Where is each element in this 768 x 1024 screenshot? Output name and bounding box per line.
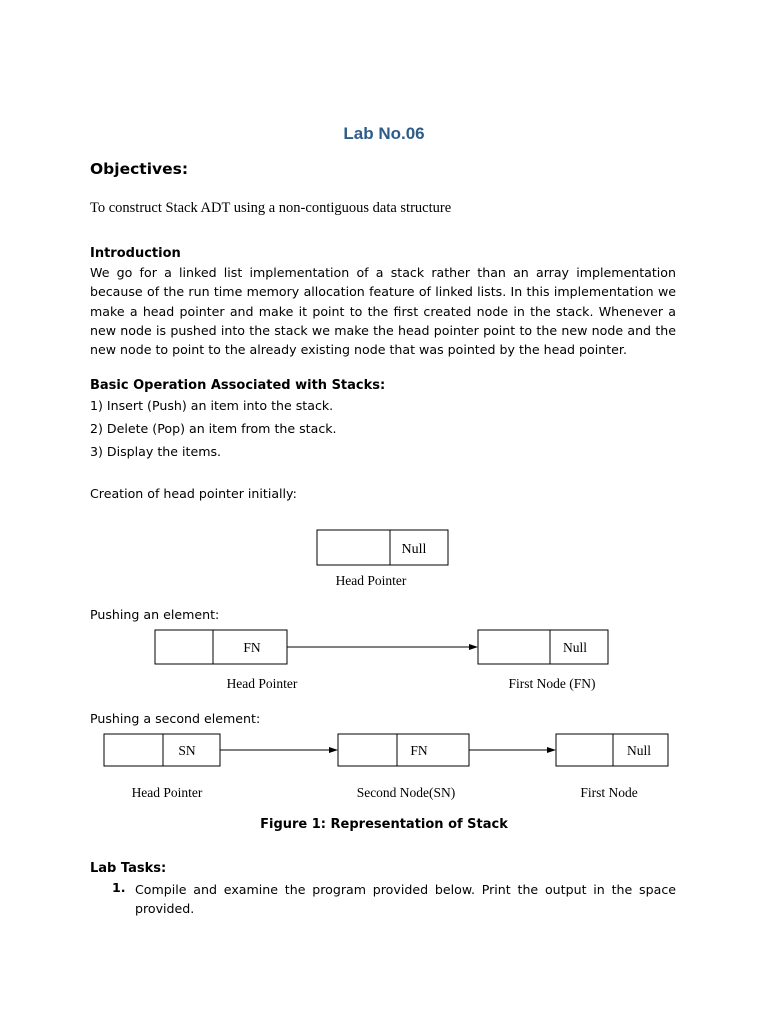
head-pointer-node [104, 734, 220, 766]
first-node-label: First Node [580, 785, 638, 800]
objectives-text: To construct Stack ADT using a non-contiguous data structure [90, 200, 452, 216]
second-node-label: Second Node(SN) [356, 785, 456, 800]
operation-item: 1) Insert (Push) an item into the stack. [90, 398, 334, 413]
basic-operations-heading: Basic Operation Associated with Stacks: [90, 378, 386, 393]
creation-label: Creation of head pointer initially: [90, 486, 297, 501]
first-node-box [556, 734, 668, 766]
objectives-heading: Objectives: [90, 160, 189, 178]
introduction-paragraph: We go for a linked list implementation of a stack rather than an array implementation because of the run time memory allocation feature of linked lists. In this implementation we make a head pointer and make it point to the first created node in the stack. Whenever a new node is pushed into the stack we make the head pointer point to the new node and the new node to point to the already existing node that was pointed by the head pointer. [90, 265, 676, 358]
head-pointer-label: Head Pointer [335, 573, 407, 588]
introduction-heading: Introduction [90, 246, 181, 261]
first-node-fn-label: First Node (FN) [508, 676, 596, 691]
head-pointer-initial-node [317, 530, 448, 565]
pushing-second-label: Pushing a second element: [90, 711, 261, 726]
operation-item: 3) Display the items. [90, 444, 222, 459]
fn-label: FN [243, 640, 261, 655]
first-node-box [478, 630, 608, 664]
null-label: Null [626, 743, 652, 758]
pushing-label: Pushing an element: [90, 607, 220, 622]
head-pointer-label: Head Pointer [131, 785, 203, 800]
figure-caption: Figure 1: Representation of Stack [260, 817, 508, 832]
head-pointer-label: Head Pointer [226, 676, 298, 691]
task-text: Compile and examine the program provided below. Print the output in the space provided. [135, 882, 676, 916]
page-title: Lab No.06 [343, 124, 425, 143]
second-node-box [338, 734, 469, 766]
head-pointer-node [155, 630, 287, 664]
arrow-head [469, 644, 478, 650]
null-label: Null [562, 640, 588, 655]
task-number: 1. [112, 880, 126, 895]
arrow-head [547, 747, 556, 753]
null-label: Null [401, 542, 427, 557]
sn-label: SN [178, 743, 196, 758]
operation-item: 2) Delete (Pop) an item from the stack. [90, 421, 337, 436]
fn-label: FN [410, 743, 428, 758]
arrow-head [329, 747, 338, 753]
lab-tasks-heading: Lab Tasks: [90, 861, 167, 876]
